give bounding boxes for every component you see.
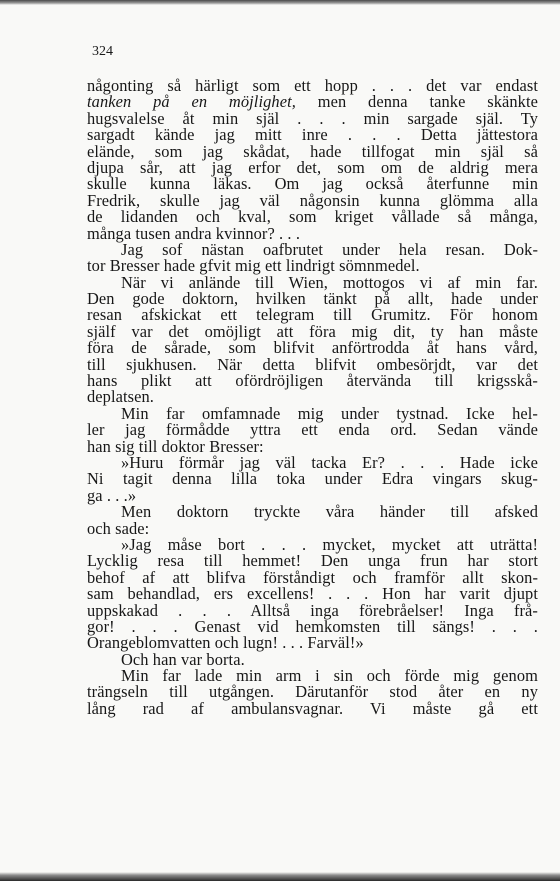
text-line: djupa sår, att jag erfor det, som om de aldrig mera [87, 157, 538, 177]
text-line: behof af att blifva förståndigt och framför allt skon- [87, 567, 538, 587]
text-line: tor Bresser hade gfvit mig ett lindrigt sömnmedel. [87, 256, 420, 276]
text-line: hans plikt att ofördröjligen återvända till krigsskå- [87, 371, 538, 391]
text-line: gor! . . . Genast vid hemkomsten till sängs! . . . [87, 616, 538, 636]
text-line: Jag sof nästan oafbrutet under hela resan. Dok- [121, 239, 538, 259]
text-line: lång rad af ambulansvagnar. Vi måste gå ett [87, 698, 538, 718]
text-line: sam behandlad, ers excellens! . . . Hon har varit djupt [87, 584, 538, 604]
text-line: Lycklig resa till hemmet! Den unga frun har stort [87, 551, 538, 571]
text-line: Men doktorn tryckte våra händer till afsked [121, 502, 538, 522]
page-top-edge-shadow [0, 0, 560, 5]
text-line: Den gode doktorn, hvilken tänkt på allt, hade under [87, 289, 538, 309]
text-line: elände, som jag skådat, hade tillfogat min själ så [87, 141, 538, 161]
text-line: uppskakad . . . Alltså inga förebråelser! Inga frå- [87, 600, 538, 620]
text-line: de lidanden och kval, som kriget vållade så många, [87, 207, 538, 227]
text-line: ler jag förmådde yttra ett enda ord. Sedan vände [87, 420, 538, 440]
text-line: ga . . .» [87, 485, 137, 505]
text-line: och sade: [87, 518, 150, 538]
text-line: deplatsen. [87, 387, 154, 407]
text-line: Och han var borta. [121, 649, 245, 669]
text-line: resan afskickat ett telegram till Grumitz. För honom [87, 305, 538, 325]
page-number: 324 [92, 44, 113, 59]
text-line: föra de sårade, som blifvit anförtrodda åt hans vård, [87, 338, 538, 358]
page-bottom-edge-shadow [0, 872, 560, 881]
text-line: Min far omfamnade mig under tystnad. Icke hel- [121, 403, 538, 423]
text-line: sargadt kände jag mitt inre . . . Detta jättestora [87, 125, 538, 145]
text-line: »Jag måse bort . . . mycket, mycket att uträtta! [121, 534, 538, 554]
text-segment: men denna tanke skänkte [295, 92, 539, 112]
text-line: Min far lade min arm i sin och förde mig genom [121, 666, 538, 686]
text-line: Ni tagit denna lilla toka under Edra vingars skug- [87, 469, 538, 489]
text-line: »Huru förmår jag väl tacka Er? . . . Hade icke [121, 452, 538, 472]
italic-phrase: tanken på en möjlighet, [87, 92, 296, 112]
text-line: till sjukhusen. När detta blifvit ombesörjdt, var det [87, 354, 538, 374]
text-line: hugsvalelse åt min själ . . . min sargade själ. Ty [87, 108, 538, 128]
text-line: Fredrik, skulle jag väl någonsin kunna glömma alla [87, 190, 538, 210]
text-line: skulle kunna läkas. Om jag också återfunne min [87, 174, 538, 194]
text-line: många tusen andra kvinnor? . . . [87, 223, 301, 243]
text-line: han sig till doktor Bresser: [87, 436, 264, 456]
text-line: När vi anlände till Wien, mottogos vi af min far. [121, 272, 538, 292]
text-line: någonting så härligt som ett hopp . . . det var endast [87, 76, 538, 95]
body-text [87, 78, 538, 717]
text-line: själf var det omöjligt att föra mig dit, ty han måste [87, 321, 538, 341]
text-line: Orangeblomvatten och lugn! . . . Farväl!» [87, 633, 364, 653]
text-line: trängseln till utgången. Därutanför stod åter en ny [87, 682, 538, 702]
